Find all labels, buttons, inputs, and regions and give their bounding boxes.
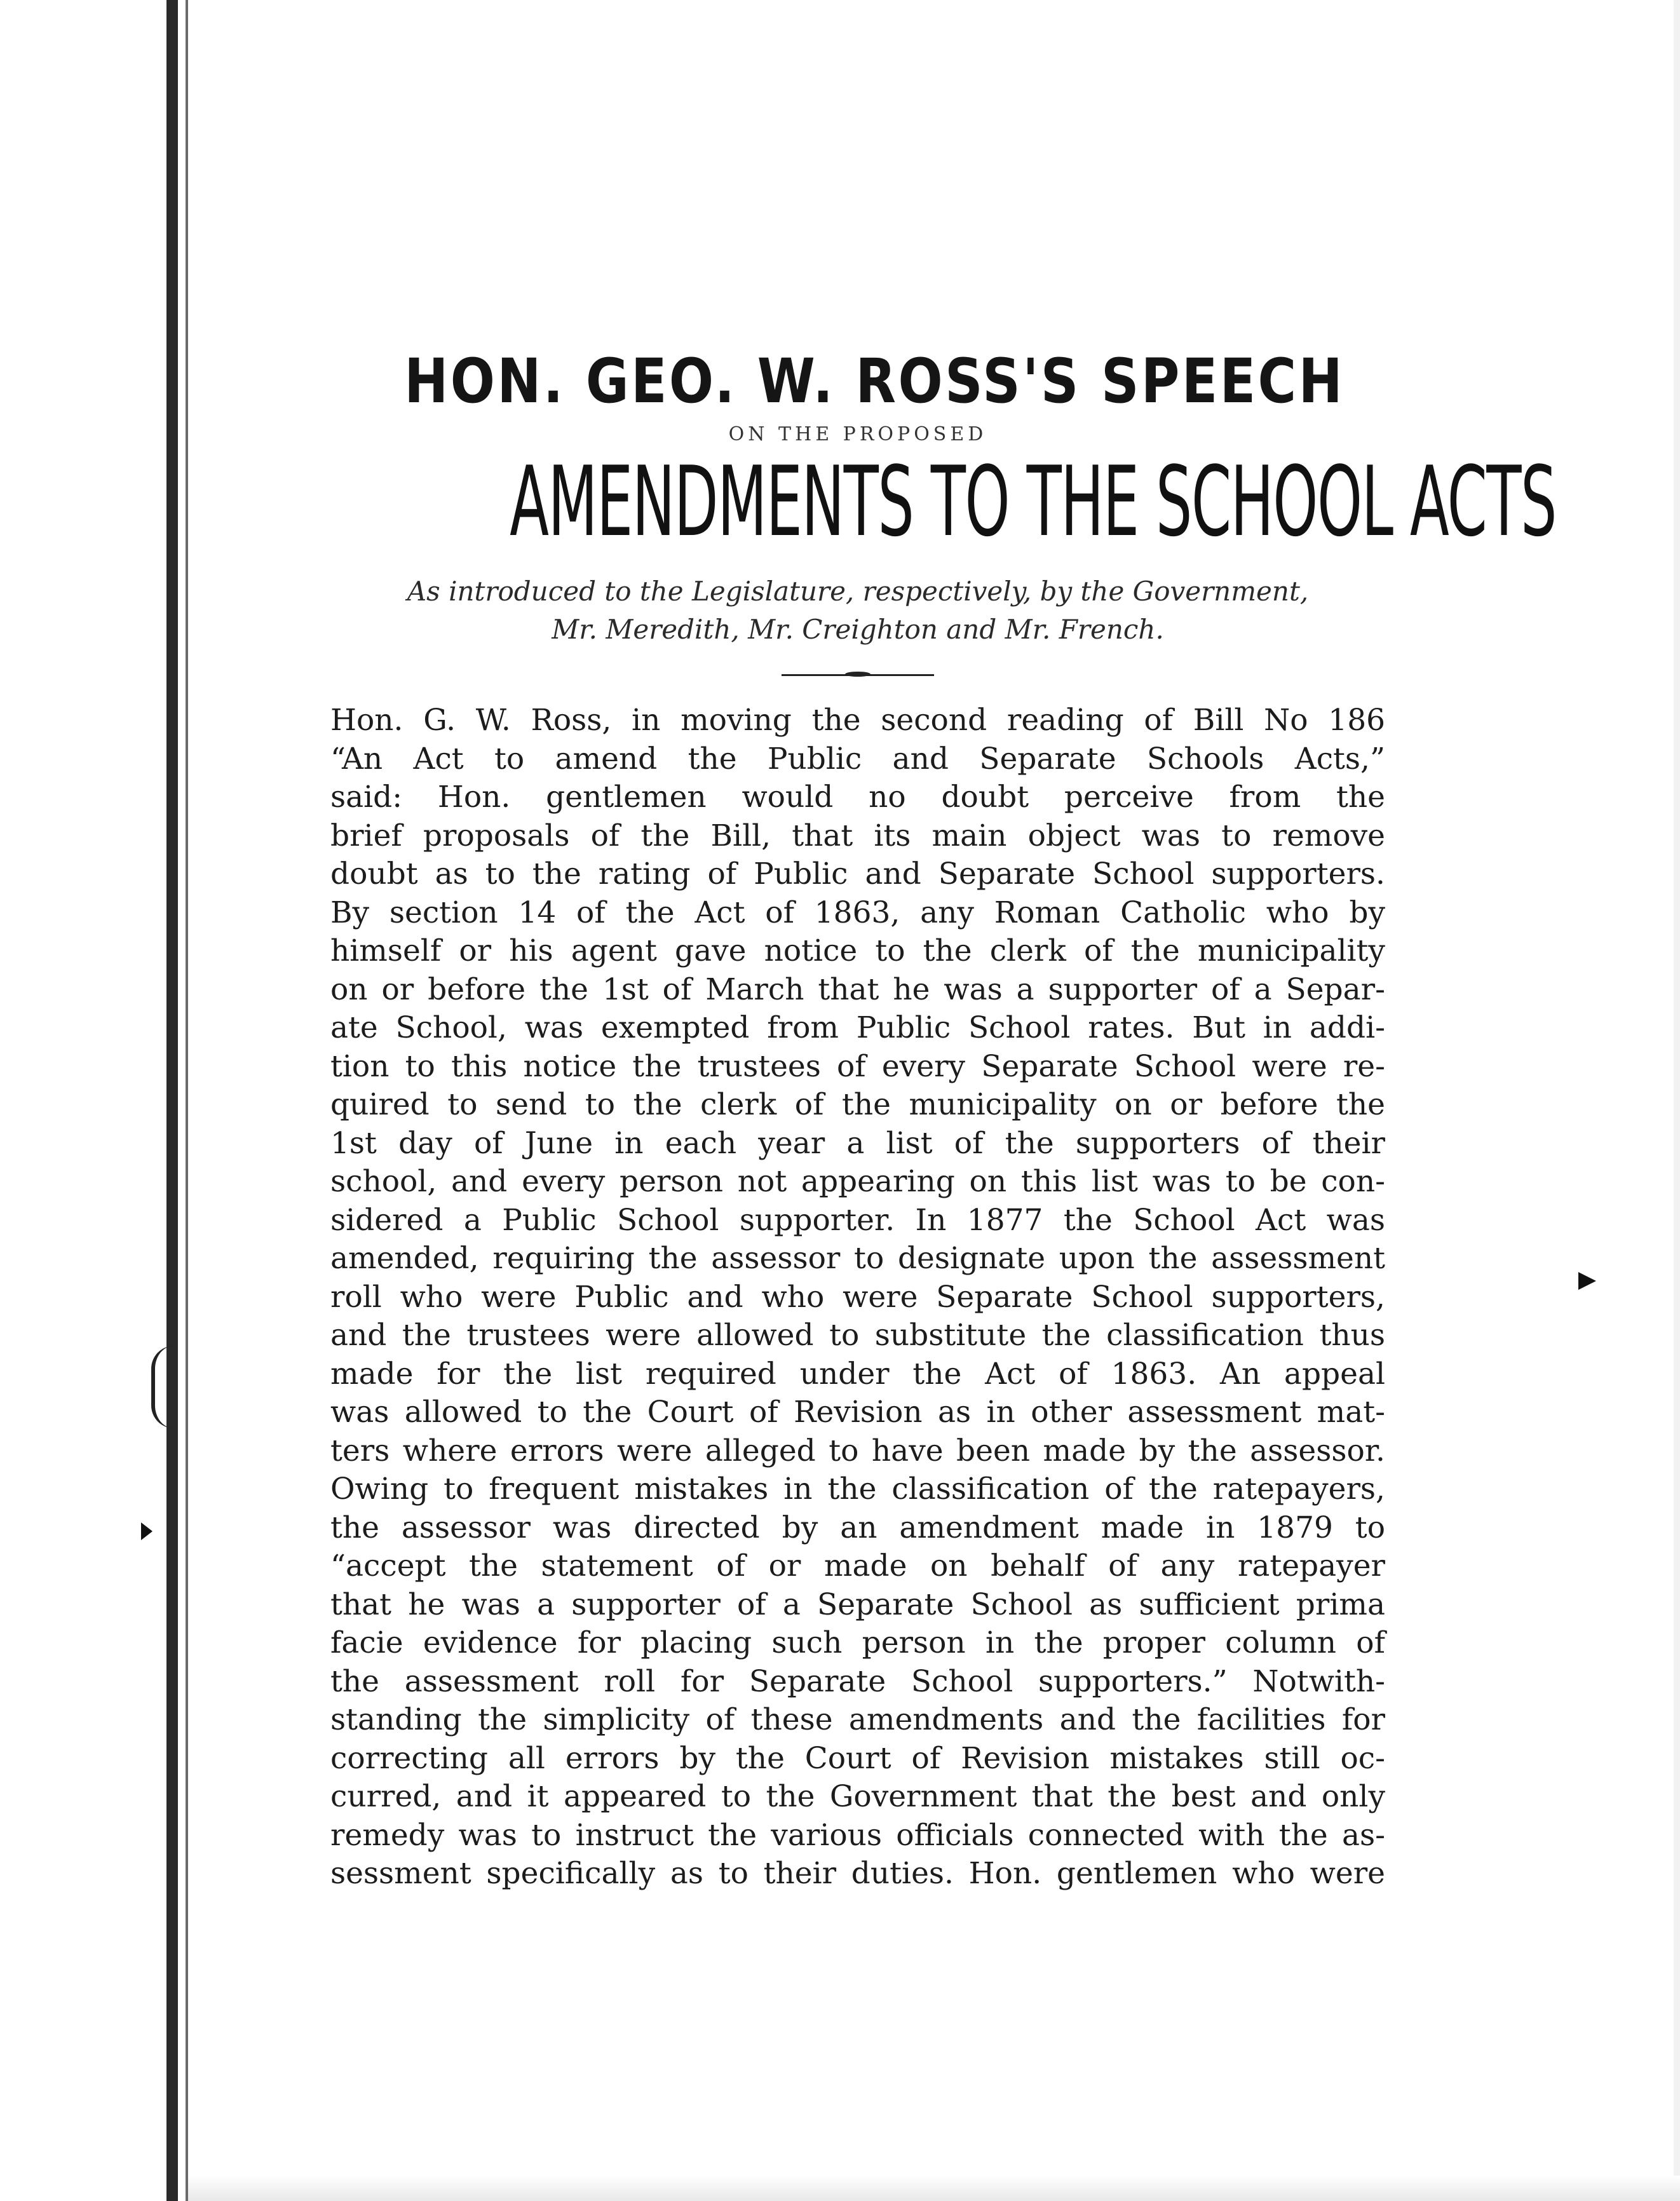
page-edge — [1674, 0, 1680, 2201]
body-line: was allowed to the Court of Revision as in other assessment mat- — [330, 1395, 1385, 1430]
body-line: said: Hon. gentlemen would no doubt perceive from the — [330, 780, 1385, 815]
body-line: amended, requiring the assessor to designate upon the assessment — [330, 1241, 1385, 1276]
pointer-mark-icon — [1578, 1272, 1596, 1290]
body-line: 1st day of June in each year a list of the supporters of their — [330, 1125, 1385, 1161]
binding-edge-inner — [186, 0, 188, 2201]
body-line: ate School, was exempted from Public School rates. But in addi- — [330, 1010, 1385, 1045]
body-line: brief proposals of the Bill, that its main object was to remove — [330, 818, 1385, 853]
body-line: Hon. G. W. Ross, in moving the second reading of Bill No 186 — [330, 703, 1385, 738]
intro-paragraph: As introduced to the Legislature, respectively, by the Government, Mr. Meredith, Mr. Creighton and Mr. French. — [407, 576, 1309, 645]
body-line: standing the simplicity of these amendments and the facilities for — [330, 1702, 1385, 1737]
binding-edge — [166, 0, 178, 2201]
margin-bracket — [151, 1346, 174, 1428]
section-divider — [782, 674, 934, 676]
body-line: correcting all errors by the Court of Revision mistakes still oc- — [330, 1740, 1385, 1776]
body-line: made for the list required under the Act of 1863. An appeal — [330, 1356, 1385, 1392]
document-heading: AMENDMENTS TO THE SCHOOL ACTS — [510, 445, 1557, 558]
body-line: facie evidence for placing such person in the proper column of — [330, 1625, 1385, 1660]
body-line: “accept the statement of or made on behalf of any ratepayer — [330, 1548, 1385, 1583]
body-line: ters where errors were alleged to have been made by the assessor. — [330, 1433, 1385, 1468]
body-line: that he was a supporter of a Separate School as sufficient prima — [330, 1587, 1385, 1622]
document-title: HON. GEO. W. ROSS'S SPEECH — [404, 346, 1345, 417]
body-line: sessment specifically as to their duties. Hon. gentlemen who were — [330, 1856, 1385, 1891]
body-line: himself or his agent gave notice to the clerk of the municipality — [330, 933, 1385, 968]
body-line: tion to this notice the trustees of every Separate School were re- — [330, 1048, 1385, 1084]
body-line: the assessment roll for Separate School supporters.” Notwith- — [330, 1663, 1385, 1699]
body-line: By section 14 of the Act of 1863, any Roman Catholic who by — [330, 895, 1385, 930]
body-line: doubt as to the rating of Public and Separate School supporters. — [330, 857, 1385, 891]
body-line: and the trustees were allowed to substitute the classification thus — [330, 1318, 1385, 1353]
page-margin — [0, 0, 191, 2201]
body-line: curred, and it appeared to the Government that the best and only — [330, 1779, 1385, 1814]
body-line: remedy was to instruct the various officials connected with the as- — [330, 1817, 1385, 1853]
body-line: Owing to frequent mistakes in the classification of the ratepayers, — [330, 1472, 1385, 1507]
body-line: “An Act to amend the Public and Separate Schools Acts,” — [330, 741, 1385, 776]
body-line: roll who were Public and who were Separate School supporters, — [330, 1279, 1385, 1315]
body-line: sidered a Public School supporter. In 1877 the School Act was — [330, 1202, 1385, 1238]
body-paragraph — [330, 701, 1385, 1893]
document-subtitle: ON THE PROPOSED — [728, 423, 987, 445]
body-line: school, and every person not appearing on this list was to be con- — [330, 1164, 1385, 1199]
pointer-mark-icon — [141, 1522, 152, 1540]
body-line: the assessor was directed by an amendment made in 1879 to — [330, 1510, 1385, 1545]
body-line: quired to send to the clerk of the municipality on or before the — [330, 1087, 1385, 1122]
document-page — [330, 343, 1557, 1893]
page-bottom-shadow — [188, 2176, 1680, 2201]
body-line: on or before the 1st of March that he was a supporter of a Separ- — [330, 972, 1385, 1007]
